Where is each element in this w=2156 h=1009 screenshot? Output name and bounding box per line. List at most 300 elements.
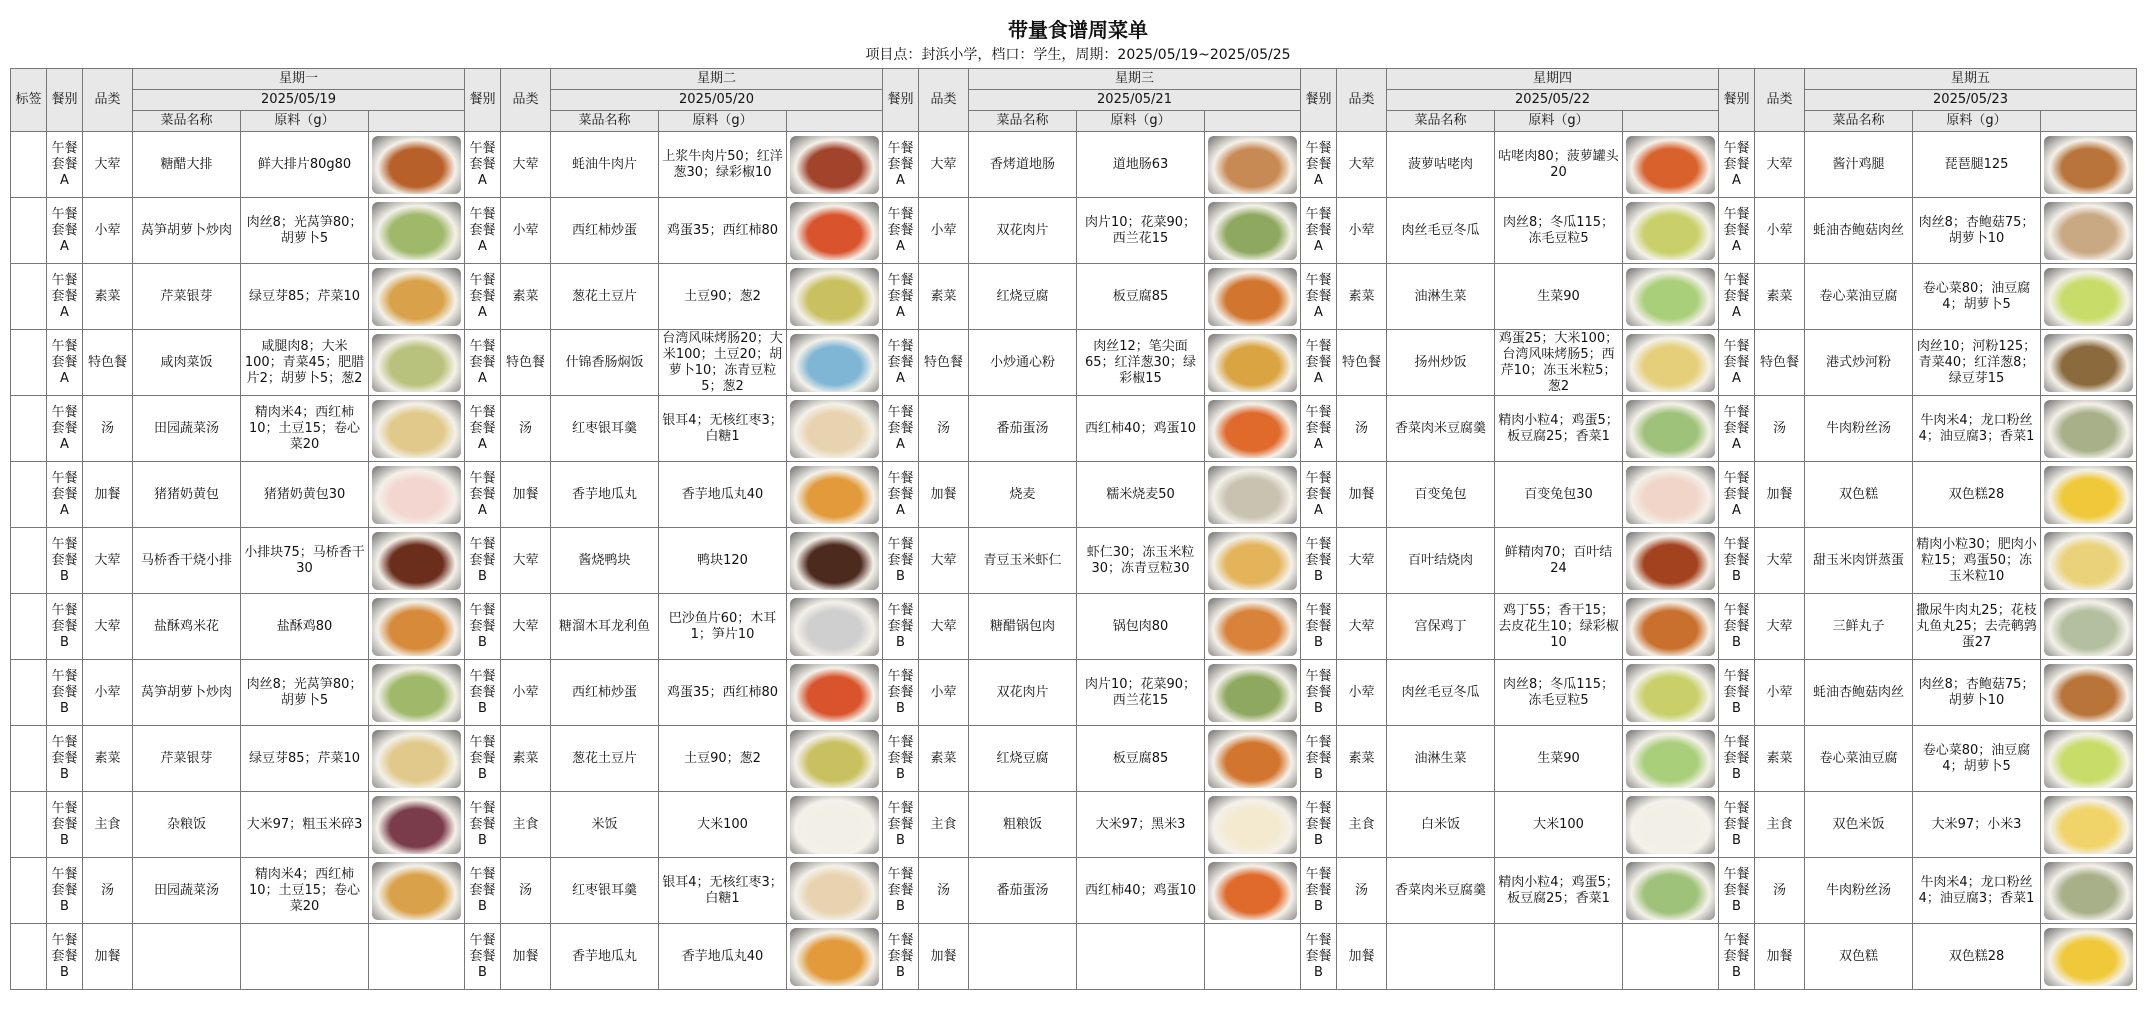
header-weekday: 星期五 [1805,69,2137,90]
dish-photo [2044,730,2133,788]
header-date: 2025/05/19 [133,90,465,111]
ingredients-cell: 卷心菜80；油豆腐4；胡萝卜5 [1913,264,2041,330]
header-dish-name: 菜品名称 [133,111,241,132]
photo-cell [787,330,883,396]
dish-photo [790,862,879,920]
meal-cell: 午餐套餐B [883,726,919,792]
header-weekday: 星期三 [969,69,1301,90]
photo-cell [787,858,883,924]
photo-cell [1205,726,1301,792]
ingredients-cell: 鸡蛋35；西红柿80 [659,198,787,264]
header-category: 品类 [83,69,133,132]
tag-cell [11,858,47,924]
header-category: 品类 [501,69,551,132]
dish-name-cell: 咸肉菜饭 [133,330,241,396]
dish-name-cell: 马桥香干烧小排 [133,528,241,594]
dish-name-cell: 番茄蛋汤 [969,396,1077,462]
dish-name-cell: 油淋生菜 [1387,264,1495,330]
ingredients-cell: 虾仁30；冻玉米粒30；冻青豆粒30 [1077,528,1205,594]
header-meal: 餐别 [47,69,83,132]
meal-cell: 午餐套餐B [1719,528,1755,594]
dish-photo [1208,862,1297,920]
dish-photo [1626,268,1715,326]
dish-name-cell: 肉丝毛豆冬瓜 [1387,198,1495,264]
ingredients-cell: 咕咾肉80；菠萝罐头20 [1495,132,1623,198]
dish-photo [1208,268,1297,326]
meal-cell: 午餐套餐A [465,462,501,528]
dish-name-cell: 牛肉粉丝汤 [1805,396,1913,462]
photo-cell [369,330,465,396]
ingredients-cell: 双色糕28 [1913,462,2041,528]
dish-photo [372,862,461,920]
table-row [11,528,2137,594]
dish-name-cell: 宫保鸡丁 [1387,594,1495,660]
ingredients-cell: 大米100 [659,792,787,858]
meal-cell: 午餐套餐A [47,462,83,528]
dish-photo [1626,466,1715,524]
ingredients-cell: 板豆腐85 [1077,264,1205,330]
table-row [11,792,2137,858]
dish-photo [372,268,461,326]
dish-photo [1208,136,1297,194]
category-cell: 加餐 [501,462,551,528]
dish-name-cell: 红枣银耳羹 [551,396,659,462]
header-ingredients: 原料（g） [1913,111,2041,132]
category-cell: 素菜 [1755,264,1805,330]
category-cell: 素菜 [501,264,551,330]
tag-cell [11,330,47,396]
category-cell: 主食 [83,792,133,858]
category-cell: 加餐 [1337,462,1387,528]
dish-photo [790,334,879,392]
meal-cell: 午餐套餐B [883,528,919,594]
category-cell: 小荤 [1337,660,1387,726]
table-row [11,924,2137,990]
header-photo [1623,111,1719,132]
photo-cell [369,594,465,660]
category-cell: 加餐 [1337,924,1387,990]
table-row [11,462,2137,528]
photo-cell [2041,792,2137,858]
menu-table [10,68,2137,990]
category-cell: 小荤 [1755,198,1805,264]
meal-cell: 午餐套餐B [1301,594,1337,660]
photo-cell [1623,396,1719,462]
header-dish-name: 菜品名称 [1805,111,1913,132]
ingredients-cell [241,924,369,990]
category-cell: 汤 [1755,396,1805,462]
header-category: 品类 [1337,69,1387,132]
ingredients-cell: 香芋地瓜丸40 [659,924,787,990]
ingredients-cell: 银耳4；无核红枣3；白糖1 [659,396,787,462]
photo-cell [1205,264,1301,330]
ingredients-cell: 鸭块120 [659,528,787,594]
ingredients-cell: 西红柿40；鸡蛋10 [1077,858,1205,924]
ingredients-cell: 肉丝8；冬瓜115；冻毛豆粒5 [1495,198,1623,264]
photo-cell [369,924,465,990]
category-cell: 大荤 [83,132,133,198]
dish-photo [2044,928,2133,986]
dish-photo [372,400,461,458]
photo-cell [787,660,883,726]
dish-photo [372,466,461,524]
photo-cell [369,396,465,462]
meal-cell: 午餐套餐B [1301,528,1337,594]
header-tag: 标签 [11,69,47,132]
category-cell: 主食 [1755,792,1805,858]
dish-name-cell: 百变兔包 [1387,462,1495,528]
table-row [11,594,2137,660]
dish-name-cell: 糖醋锅包肉 [969,594,1077,660]
dish-photo [1208,466,1297,524]
category-cell: 小荤 [919,198,969,264]
meal-cell: 午餐套餐A [883,132,919,198]
dish-photo [372,598,461,656]
dish-photo [372,334,461,392]
photo-cell [369,528,465,594]
dish-name-cell: 什锦香肠焖饭 [551,330,659,396]
meal-cell: 午餐套餐B [465,660,501,726]
dish-name-cell: 双色米饭 [1805,792,1913,858]
category-cell: 汤 [919,396,969,462]
category-cell: 特色餐 [1337,330,1387,396]
meal-cell: 午餐套餐B [1719,726,1755,792]
category-cell: 主食 [1337,792,1387,858]
header-meal: 餐别 [1301,69,1337,132]
dish-photo [2044,136,2133,194]
ingredients-cell: 土豆90；葱2 [659,264,787,330]
header-meal: 餐别 [1719,69,1755,132]
table-row [11,264,2137,330]
category-cell: 小荤 [919,660,969,726]
tag-cell [11,594,47,660]
dish-photo [2044,400,2133,458]
category-cell: 主食 [501,792,551,858]
tag-cell [11,528,47,594]
category-cell: 素菜 [501,726,551,792]
ingredients-cell: 小排块75；马桥香干30 [241,528,369,594]
header-meal: 餐别 [465,69,501,132]
tag-cell [11,924,47,990]
page-title: 带量食谱周菜单 [1008,18,1148,42]
category-cell: 汤 [1337,858,1387,924]
meal-cell: 午餐套餐B [465,858,501,924]
meal-cell: 午餐套餐B [1301,660,1337,726]
meal-cell: 午餐套餐A [883,396,919,462]
dish-name-cell: 糖醋大排 [133,132,241,198]
ingredients-cell: 西红柿40；鸡蛋10 [1077,396,1205,462]
ingredients-cell: 精肉米4；西红柿10；土豆15；卷心菜20 [241,858,369,924]
ingredients-cell: 香芋地瓜丸40 [659,462,787,528]
dish-photo [1626,664,1715,722]
dish-photo [790,928,879,986]
dish-photo [372,136,461,194]
ingredients-cell: 土豆90；葱2 [659,726,787,792]
ingredients-cell: 银耳4；无核红枣3；白糖1 [659,858,787,924]
category-cell: 汤 [501,858,551,924]
dish-name-cell: 蚝油牛肉片 [551,132,659,198]
category-cell: 大荤 [501,132,551,198]
meal-cell: 午餐套餐B [465,594,501,660]
category-cell: 素菜 [919,264,969,330]
dish-name-cell: 甜玉米肉饼蒸蛋 [1805,528,1913,594]
ingredients-cell: 猪猪奶黄包30 [241,462,369,528]
meal-cell: 午餐套餐A [1301,132,1337,198]
dish-name-cell: 葱花土豆片 [551,264,659,330]
category-cell: 大荤 [1337,594,1387,660]
meal-cell: 午餐套餐A [47,132,83,198]
photo-cell [2041,132,2137,198]
dish-photo [2044,532,2133,590]
meal-cell: 午餐套餐B [1301,726,1337,792]
category-cell: 大荤 [1755,594,1805,660]
meal-cell: 午餐套餐A [1301,396,1337,462]
meal-cell: 午餐套餐B [465,792,501,858]
ingredients-cell: 糯米烧麦50 [1077,462,1205,528]
meal-cell: 午餐套餐B [1719,792,1755,858]
meal-cell: 午餐套餐B [1719,594,1755,660]
dish-name-cell: 红烧豆腐 [969,264,1077,330]
photo-cell [1623,132,1719,198]
header-date: 2025/05/23 [1805,90,2137,111]
dish-photo [2044,268,2133,326]
dish-photo [372,664,461,722]
dish-name-cell: 杂粮饭 [133,792,241,858]
category-cell: 大荤 [1755,528,1805,594]
dish-photo [1208,334,1297,392]
dish-name-cell: 港式炒河粉 [1805,330,1913,396]
dish-photo [2044,466,2133,524]
photo-cell [1205,594,1301,660]
dish-name-cell: 盐酥鸡米花 [133,594,241,660]
meal-cell: 午餐套餐B [883,858,919,924]
meal-cell: 午餐套餐A [1301,330,1337,396]
dish-photo [790,532,879,590]
photo-cell [2041,330,2137,396]
meal-cell: 午餐套餐A [465,264,501,330]
category-cell: 汤 [83,858,133,924]
dish-name-cell: 卷心菜油豆腐 [1805,264,1913,330]
dish-photo [1626,136,1715,194]
ingredients-cell: 精肉米4；西红柿10；土豆15；卷心菜20 [241,396,369,462]
photo-cell [1623,660,1719,726]
photo-cell [787,462,883,528]
ingredients-cell: 肉丝8；杏鲍菇75；胡萝卜10 [1913,660,2041,726]
category-cell: 加餐 [1755,924,1805,990]
photo-cell [369,726,465,792]
header-photo [2041,111,2137,132]
header-meal: 餐别 [883,69,919,132]
category-cell: 大荤 [1337,132,1387,198]
meal-cell: 午餐套餐A [47,330,83,396]
tag-cell [11,264,47,330]
photo-cell [787,264,883,330]
category-cell: 主食 [919,792,969,858]
category-cell: 加餐 [83,924,133,990]
dish-photo [790,466,879,524]
ingredients-cell: 大米97；黑米3 [1077,792,1205,858]
dish-photo [1626,334,1715,392]
meal-cell: 午餐套餐A [1719,330,1755,396]
ingredients-cell: 鲜大排片80g80 [241,132,369,198]
dish-photo [1626,730,1715,788]
ingredients-cell: 肉片10；花菜90；西兰花15 [1077,660,1205,726]
ingredients-cell [1077,924,1205,990]
tag-cell [11,462,47,528]
photo-cell [787,528,883,594]
ingredients-cell: 生菜90 [1495,726,1623,792]
ingredients-cell: 台湾风味烤肠20；大米100；土豆20；胡萝卜10；冻青豆粒5；葱2 [659,330,787,396]
meal-cell: 午餐套餐A [47,396,83,462]
dish-name-cell: 酱汁鸡腿 [1805,132,1913,198]
dish-name-cell: 白米饭 [1387,792,1495,858]
ingredients-cell: 牛肉米4；龙口粉丝4；油豆腐3；香菜1 [1913,858,2041,924]
category-cell: 大荤 [501,528,551,594]
header-photo [787,111,883,132]
table-row [11,330,2137,396]
photo-cell [1205,132,1301,198]
tag-cell [11,396,47,462]
dish-name-cell [1387,924,1495,990]
photo-cell [787,198,883,264]
dish-photo [1208,730,1297,788]
dish-photo [1626,598,1715,656]
photo-cell [2041,726,2137,792]
header-ingredients: 原料（g） [1077,111,1205,132]
dish-photo [1626,862,1715,920]
photo-cell [2041,198,2137,264]
dish-name-cell: 双色糕 [1805,462,1913,528]
meal-cell: 午餐套餐B [47,660,83,726]
meal-cell: 午餐套餐B [1719,660,1755,726]
dish-photo [2044,334,2133,392]
meal-cell: 午餐套餐A [1719,198,1755,264]
ingredients-cell: 板豆腐85 [1077,726,1205,792]
photo-cell [2041,462,2137,528]
meal-cell: 午餐套餐A [465,396,501,462]
photo-cell [787,594,883,660]
ingredients-cell: 琵琶腿125 [1913,132,2041,198]
photo-cell [1623,726,1719,792]
dish-name-cell: 莴笋胡萝卜炒肉 [133,198,241,264]
dish-name-cell: 双花肉片 [969,660,1077,726]
ingredients-cell: 大米97；小米3 [1913,792,2041,858]
category-cell: 素菜 [1337,264,1387,330]
photo-cell [787,726,883,792]
dish-photo [1626,400,1715,458]
category-cell: 加餐 [919,924,969,990]
meal-cell: 午餐套餐B [47,858,83,924]
dish-photo [2044,202,2133,260]
category-cell: 小荤 [501,198,551,264]
header-photo [369,111,465,132]
dish-name-cell: 芹菜银芽 [133,264,241,330]
meal-cell: 午餐套餐A [1719,396,1755,462]
photo-cell [2041,528,2137,594]
meal-cell: 午餐套餐A [1719,264,1755,330]
photo-cell [1205,330,1301,396]
dish-photo [1626,796,1715,854]
photo-cell [787,792,883,858]
photo-cell [1623,528,1719,594]
meal-cell: 午餐套餐B [47,594,83,660]
meal-cell: 午餐套餐A [1719,132,1755,198]
dish-photo [790,268,879,326]
tag-cell [11,660,47,726]
photo-cell [1623,330,1719,396]
table-row [11,726,2137,792]
dish-name-cell: 香芋地瓜丸 [551,462,659,528]
dish-name-cell: 米饭 [551,792,659,858]
photo-cell [1623,594,1719,660]
ingredients-cell: 上浆牛肉片50；红洋葱30；绿彩椒10 [659,132,787,198]
photo-cell [2041,264,2137,330]
category-cell: 汤 [919,858,969,924]
photo-cell [1205,396,1301,462]
photo-cell [1205,792,1301,858]
meal-cell: 午餐套餐A [1301,462,1337,528]
meal-cell: 午餐套餐B [1719,858,1755,924]
ingredients-cell: 肉丝8；冬瓜115；冻毛豆粒5 [1495,660,1623,726]
dish-name-cell: 香菜肉米豆腐羹 [1387,396,1495,462]
ingredients-cell: 道地肠63 [1077,132,1205,198]
category-cell: 小荤 [83,198,133,264]
table-row [11,660,2137,726]
dish-photo [1208,598,1297,656]
dish-photo [372,730,461,788]
dish-name-cell: 小炒通心粉 [969,330,1077,396]
dish-name-cell: 蚝油杏鲍菇肉丝 [1805,198,1913,264]
ingredients-cell: 鸡丁55；香干15；去皮花生10；绿彩椒10 [1495,594,1623,660]
category-cell: 素菜 [83,264,133,330]
category-cell: 小荤 [501,660,551,726]
meal-cell: 午餐套餐A [47,198,83,264]
ingredients-cell: 牛肉米4；龙口粉丝4；油豆腐3；香菜1 [1913,396,2041,462]
dish-name-cell: 糖溜木耳龙利鱼 [551,594,659,660]
photo-cell [1205,660,1301,726]
table-row [11,396,2137,462]
dish-photo [790,730,879,788]
dish-photo [790,400,879,458]
dish-name-cell: 烧麦 [969,462,1077,528]
ingredients-cell: 大米100 [1495,792,1623,858]
category-cell: 加餐 [1755,462,1805,528]
photo-cell [2041,396,2137,462]
meal-cell: 午餐套餐B [1301,792,1337,858]
category-cell: 大荤 [501,594,551,660]
category-cell: 大荤 [83,528,133,594]
header-date: 2025/05/21 [969,90,1301,111]
ingredients-cell: 生菜90 [1495,264,1623,330]
ingredients-cell: 鸡蛋35；西红柿80 [659,660,787,726]
dish-photo [372,532,461,590]
photo-cell [369,462,465,528]
photo-cell [787,396,883,462]
dish-photo [1626,532,1715,590]
dish-name-cell: 香芋地瓜丸 [551,924,659,990]
ingredients-cell: 肉丝8；光莴笋80；胡萝卜5 [241,660,369,726]
meal-cell: 午餐套餐B [883,660,919,726]
dish-name-cell: 三鲜丸子 [1805,594,1913,660]
dish-name-cell: 双色糕 [1805,924,1913,990]
photo-cell [369,198,465,264]
dish-photo [1626,202,1715,260]
meal-cell: 午餐套餐B [47,924,83,990]
meal-cell: 午餐套餐A [465,330,501,396]
dish-photo [2044,796,2133,854]
dish-name-cell: 田园蔬菜汤 [133,396,241,462]
photo-cell [1623,858,1719,924]
